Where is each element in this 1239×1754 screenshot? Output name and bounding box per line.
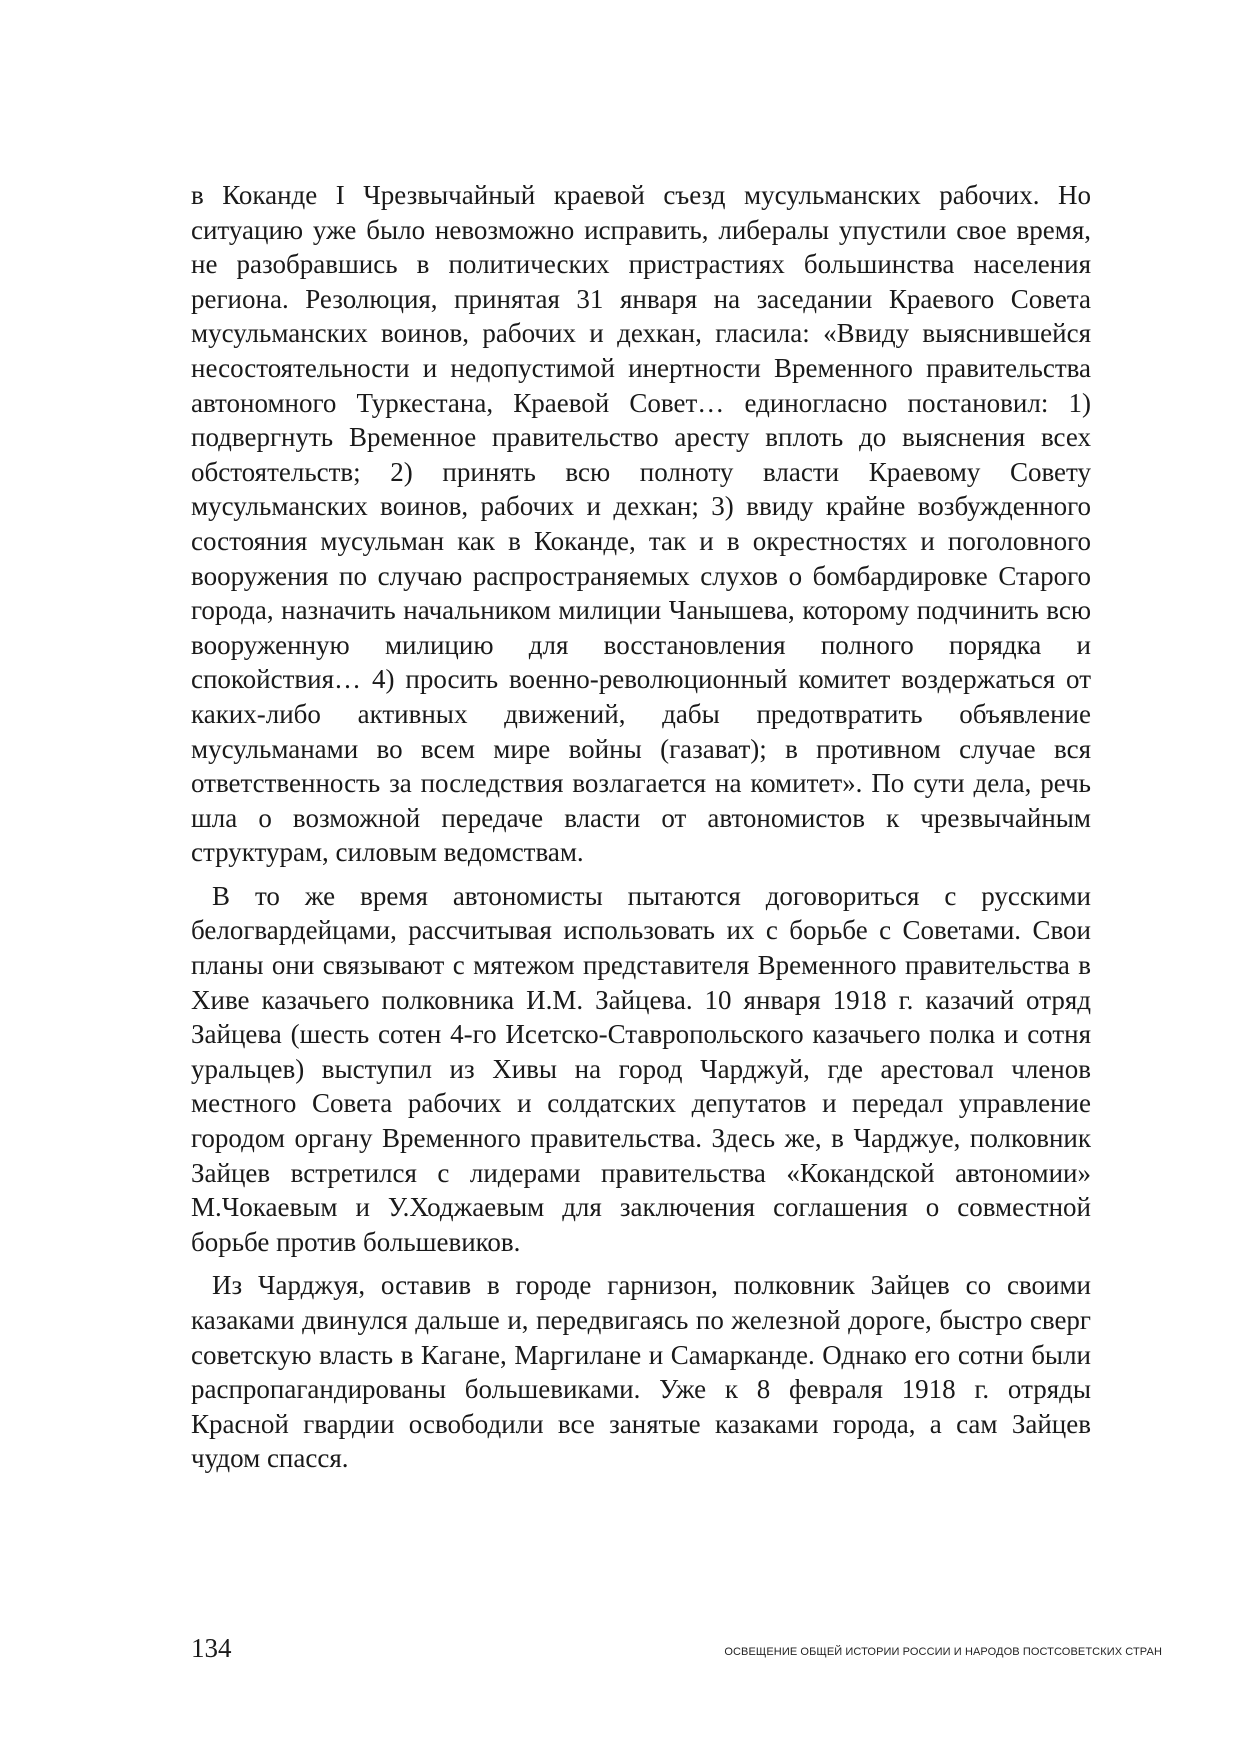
page-number: 134 [191,1633,232,1663]
paragraph-resolution: в Коканде I Чрезвычайный краевой съезд мусульманских рабочих. Но ситуацию уже было невозможно исправить, либералы упустили свое время, не разобравшись в политических пристрастиях большинства населения региона. Резолюция, принятая 31 января на заседании Краевого Совета мусульманских воинов, рабочих и дехкан, гласила: «Ввиду выяснившейся несостоятельности и недопустимой инертности Временного правительства автономного Туркестана, Краевой Совет… единогласно постановил: 1) подвергнуть Временное правительство аресту вплоть до выяснения всех обстоятельств; 2) принять всю полноту власти Краевому Совету мусульманских воинов, рабочих и дехкан; 3) ввиду крайне возбужденного состояния мусульман как в Коканде, так и в окрестностях и поголовного вооружения по случаю распространяемых слухов о бомбардировке Старого города, назначить начальником милиции Чанышева, которому подчинить всю вооруженную милицию для восстановления полного порядка и спокойствия… 4) просить военно-революционный комитет воздержаться от каких-либо активных движений, дабы предотвратить объявление мусульманами во всем мире войны (газават); в противном случае вся ответственность за последствия возлагается на комитет». По сути дела, речь шла о возможной передаче власти от автономистов к чрезвычайным структурам, силовым ведомствам. [191,180,1091,868]
running-footer: ОСВЕЩЕНИЕ ОБЩЕЙ ИСТОРИИ РОССИИ И НАРОДОВ ПОСТСОВЕТСКИХ СТРАН [724,1646,1162,1658]
paragraph-zaytsev-mutiny: В то же время автономисты пытаются договориться с русскими белогвардейцами, рассчитывая использовать их с борьбе с Советами. Свои планы они связывают с мятежом представителя Временного правительства в Хиве казачьего полковника И.М. Зайцева. 10 января 1918 г. казачий отряд Зайцева (шесть сотен 4-го Исетско-Ставропольского казачьего полка и сотня уральцев) выступил из Хивы на город Чарджуй, где арестовал членов местного Совета рабочих и солдатских депутатов и передал управление городом органу Временного правительства. Здесь же, в Чарджуе, полковник Зайцев встретился с лидерами правительства «Кокандской автономии» М.Чокаевым и У.Ходжаевым для заключения соглашения о совместной борьбе против большевиков. [191,880,1091,1257]
paragraph-chardzhuy-campaign: Из Чарджуя, оставив в городе гарнизон, полковник Зайцев со своими казаками двинулся дальше и, передвигаясь по железной дороге, быстро сверг советскую власть в Кагане, Маргилане и Самарканде. Однако его сотни были распропагандированы большевиками. Уже к 8 февраля 1918 г. отряды Красной гвардии освободили все занятые казаками города, а сам Зайцев чудом спасся. [191,1270,1091,1474]
page-body [191,178,1091,1476]
